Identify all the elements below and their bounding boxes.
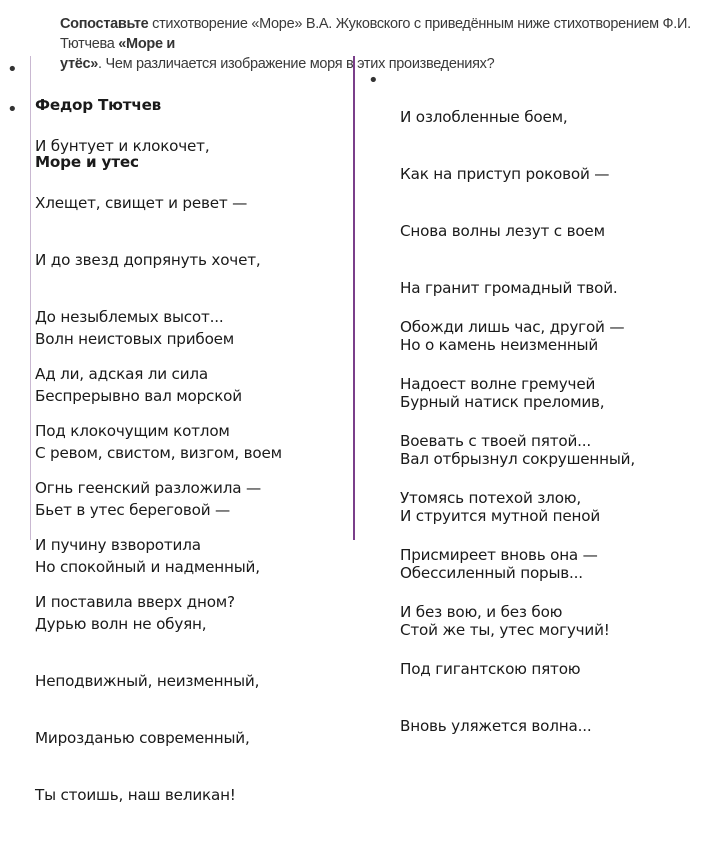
task-question: . Чем различается изображение моря в этих произведениях? xyxy=(98,56,495,72)
poem-line: Вновь уляжется волна... xyxy=(400,717,592,735)
poem-line: На гранит громадный твой. xyxy=(400,279,618,297)
poem-line: Как на приступ роковой — xyxy=(400,165,610,183)
poem-line: Огнь геенский разложила — xyxy=(35,479,261,497)
task-bold-compare: Сопоставьте xyxy=(60,16,149,32)
poem-line: Мирозданью современный, xyxy=(35,729,250,747)
poem-line: И пучину взворотила xyxy=(35,536,201,554)
poem-line: И бунтует и клокочет, xyxy=(35,137,210,155)
poem-line: И озлобленные боем, xyxy=(400,108,568,126)
bullet-icon: • xyxy=(7,59,18,80)
poem-line: Дурью волн не обуян, xyxy=(35,615,207,633)
poem-line: Под гигантскою пятою xyxy=(400,660,581,678)
poem-line: Воевать с твоей пятой... xyxy=(400,432,592,450)
poem-line: И струится мутной пеной xyxy=(400,507,601,525)
poem-title: Море и утес xyxy=(35,153,139,171)
poem-line: С ревом, свистом, визгом, воем xyxy=(35,444,282,462)
poem-line: Неподвижный, неизменный, xyxy=(35,672,260,690)
poem-line: Снова волны лезут с воем xyxy=(400,222,605,240)
poem-line: Бьет в утес береговой — xyxy=(35,501,231,519)
poem-line: Вал отбрызнул сокрушенный, xyxy=(400,450,635,468)
poem-line: Волн неистовых прибоем xyxy=(35,330,235,348)
poem-line: И до звезд допрянуть хочет, xyxy=(35,251,261,269)
poem-line: Обессиленный порыв... xyxy=(400,564,583,582)
poem-line: Обожди лишь час, другой — xyxy=(400,318,625,336)
task-text: стихотворение «Море» В.А. Жуковского с приведённым ниже стихотворением Ф.И. Тютчева xyxy=(60,16,691,52)
poem-line: Беспрерывно вал морской xyxy=(35,387,242,405)
poem-line: Бурный натиск преломив, xyxy=(400,393,605,411)
poem-line: Ты стоишь, наш великан! xyxy=(35,786,236,804)
poem-line: До незыблемых высот... xyxy=(35,308,224,326)
poem-line: Ад ли, адская ли сила xyxy=(35,365,208,383)
poem-line: Стой же ты, утес могучий! xyxy=(400,621,610,639)
poem-line: Но о камень неизменный xyxy=(400,336,598,354)
stanza-2 xyxy=(35,292,282,843)
left-column xyxy=(7,56,355,804)
poem-line: Надоест волне гремучей xyxy=(400,375,596,393)
poem-line: И без вою, и без бою xyxy=(400,603,563,621)
poem-line: Присмиреет вновь она — xyxy=(400,546,598,564)
task-bold-title-end: утёс» xyxy=(60,56,99,72)
bullet-icon: • xyxy=(7,99,18,120)
stanza-4 xyxy=(400,280,624,774)
poem-line: И поставила вверх дном? xyxy=(35,593,235,611)
task-bold-title: «Море и xyxy=(118,36,176,52)
poem-line: Но спокойный и надменный, xyxy=(35,558,260,576)
task-line-1 xyxy=(60,14,705,54)
poem-line: Под клокочущим котлом xyxy=(35,422,230,440)
bullet-icon: • xyxy=(368,70,379,91)
poem-author: Федор Тютчев xyxy=(35,96,162,114)
poem-line: Хлещет, свищет и ревет — xyxy=(35,194,248,212)
poem-line: Утомясь потехой злою, xyxy=(400,489,581,507)
